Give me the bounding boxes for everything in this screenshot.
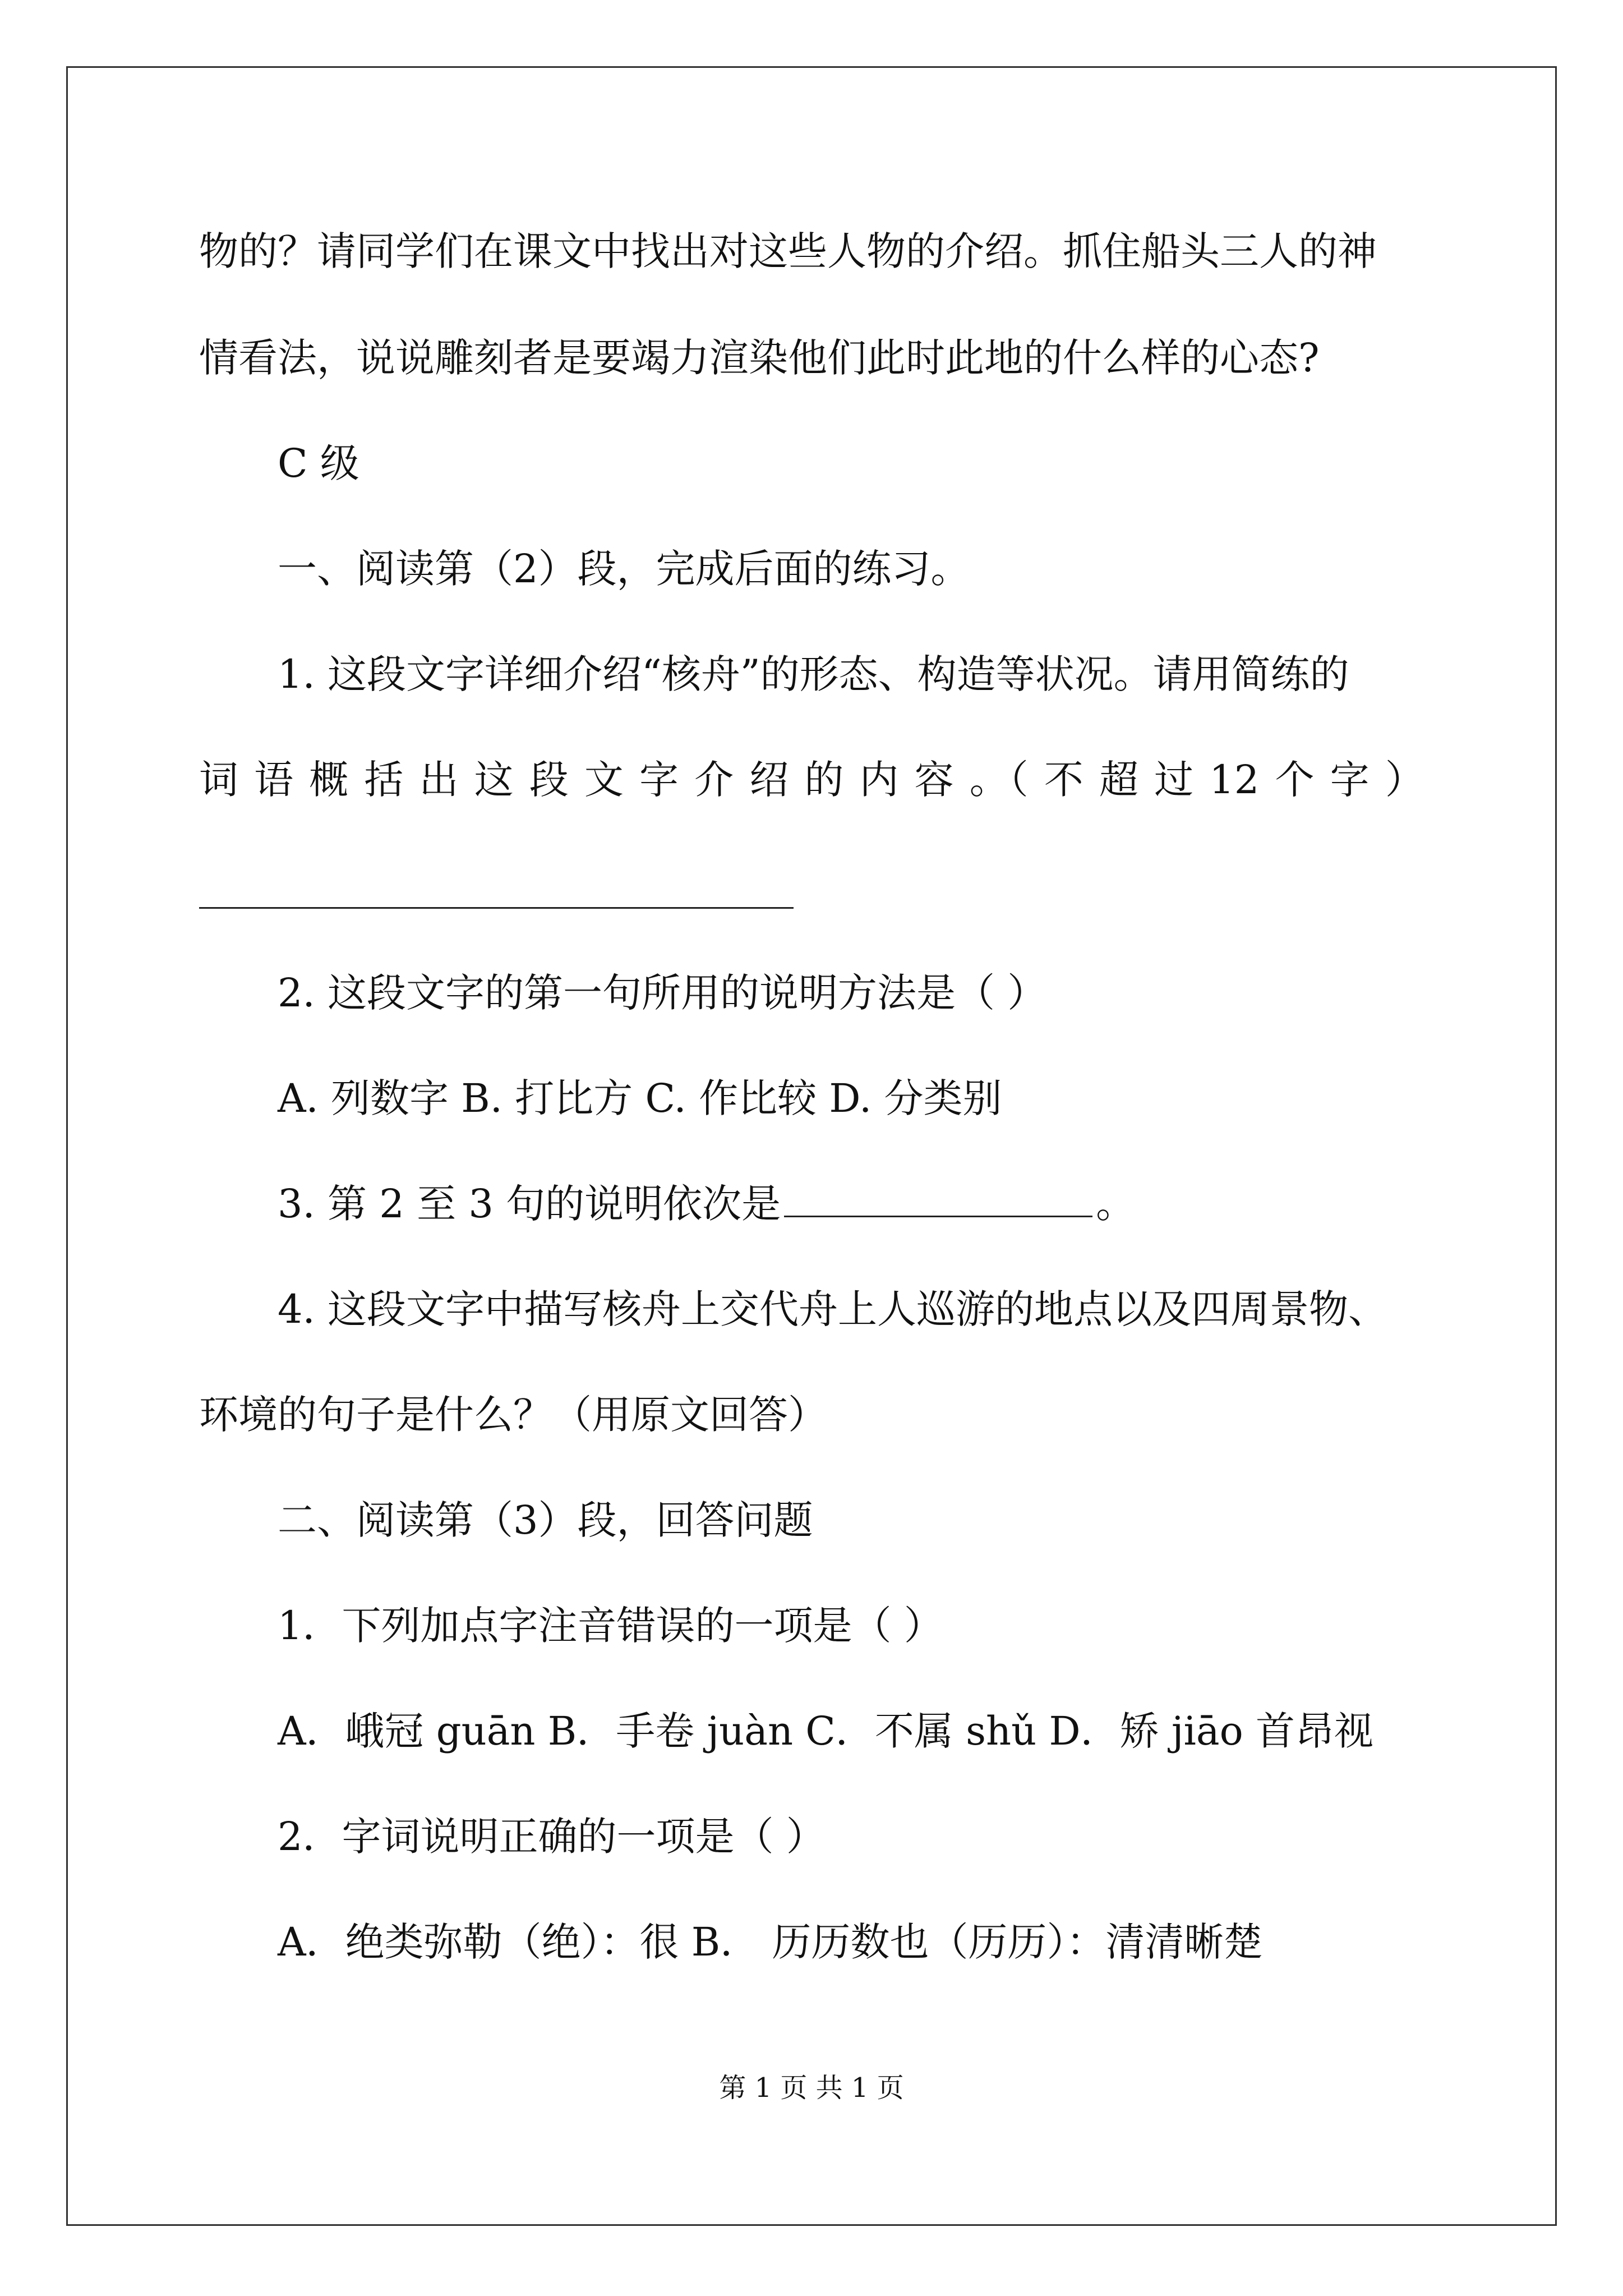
- text-line-2: 情看法，说说雕刻者是要竭力渲染他们此时此地的什么样的心态?: [199, 335, 1320, 381]
- question-3-blank: [784, 1182, 1092, 1217]
- question-3-text: 3. 第 2 至 3 句的说明依次是: [278, 1181, 781, 1227]
- question-2-options: A. 列数字 B. 打比方 C. 作比较 D. 分类别: [278, 1075, 1002, 1121]
- section-heading-1: 一、阅读第（2）段，完成后面的练习。: [278, 546, 970, 592]
- question-3: [278, 1177, 1135, 1231]
- question-3-end: 。: [1096, 1181, 1136, 1227]
- question-1-line-1: 1. 这段文字详细介绍“核舟”的形态、构造等状况。请用简练的: [278, 651, 1349, 697]
- question-1-line-2: 词 语 概 括 出 这 段 文 字 介 绍 的 内 容 。（ 不 超 过 12 个 字 ）: [199, 757, 1424, 803]
- question-2: 2. 这段文字的第一句所用的说明方法是（ ）: [278, 970, 1047, 1016]
- section-2-question-1-options: A．峨冠 guān B．手卷 juàn C．不属 shǔ D．矫 jiāo 首昂视: [278, 1708, 1374, 1754]
- section-2-question-2: 2．字词说明正确的一项是（ ）: [278, 1814, 826, 1860]
- section-2-question-1: 1．下列加点字注音错误的一项是（ ）: [278, 1603, 943, 1649]
- question-4-line-1: 4. 这段文字中描写核舟上交代舟上人巡游的地点以及四周景物、: [278, 1286, 1388, 1332]
- answer-blank-line: [199, 907, 794, 909]
- level-heading: C 级: [278, 440, 359, 486]
- question-4-line-2: 环境的句子是什么？（用原文回答）: [199, 1392, 827, 1438]
- section-2-question-2-options: A．绝类弥勒（绝）：很 B． 历历数也（历历）：清清晰楚: [278, 1919, 1263, 1965]
- page-footer: 第 1 页 共 1 页: [719, 2072, 904, 2104]
- page-border: [66, 66, 1557, 2226]
- text-line-1: 物的？请同学们在课文中找出对这些人物的介绍。抓住船头三人的神: [199, 228, 1377, 274]
- section-heading-2: 二、阅读第（3）段，回答问题: [278, 1497, 813, 1543]
